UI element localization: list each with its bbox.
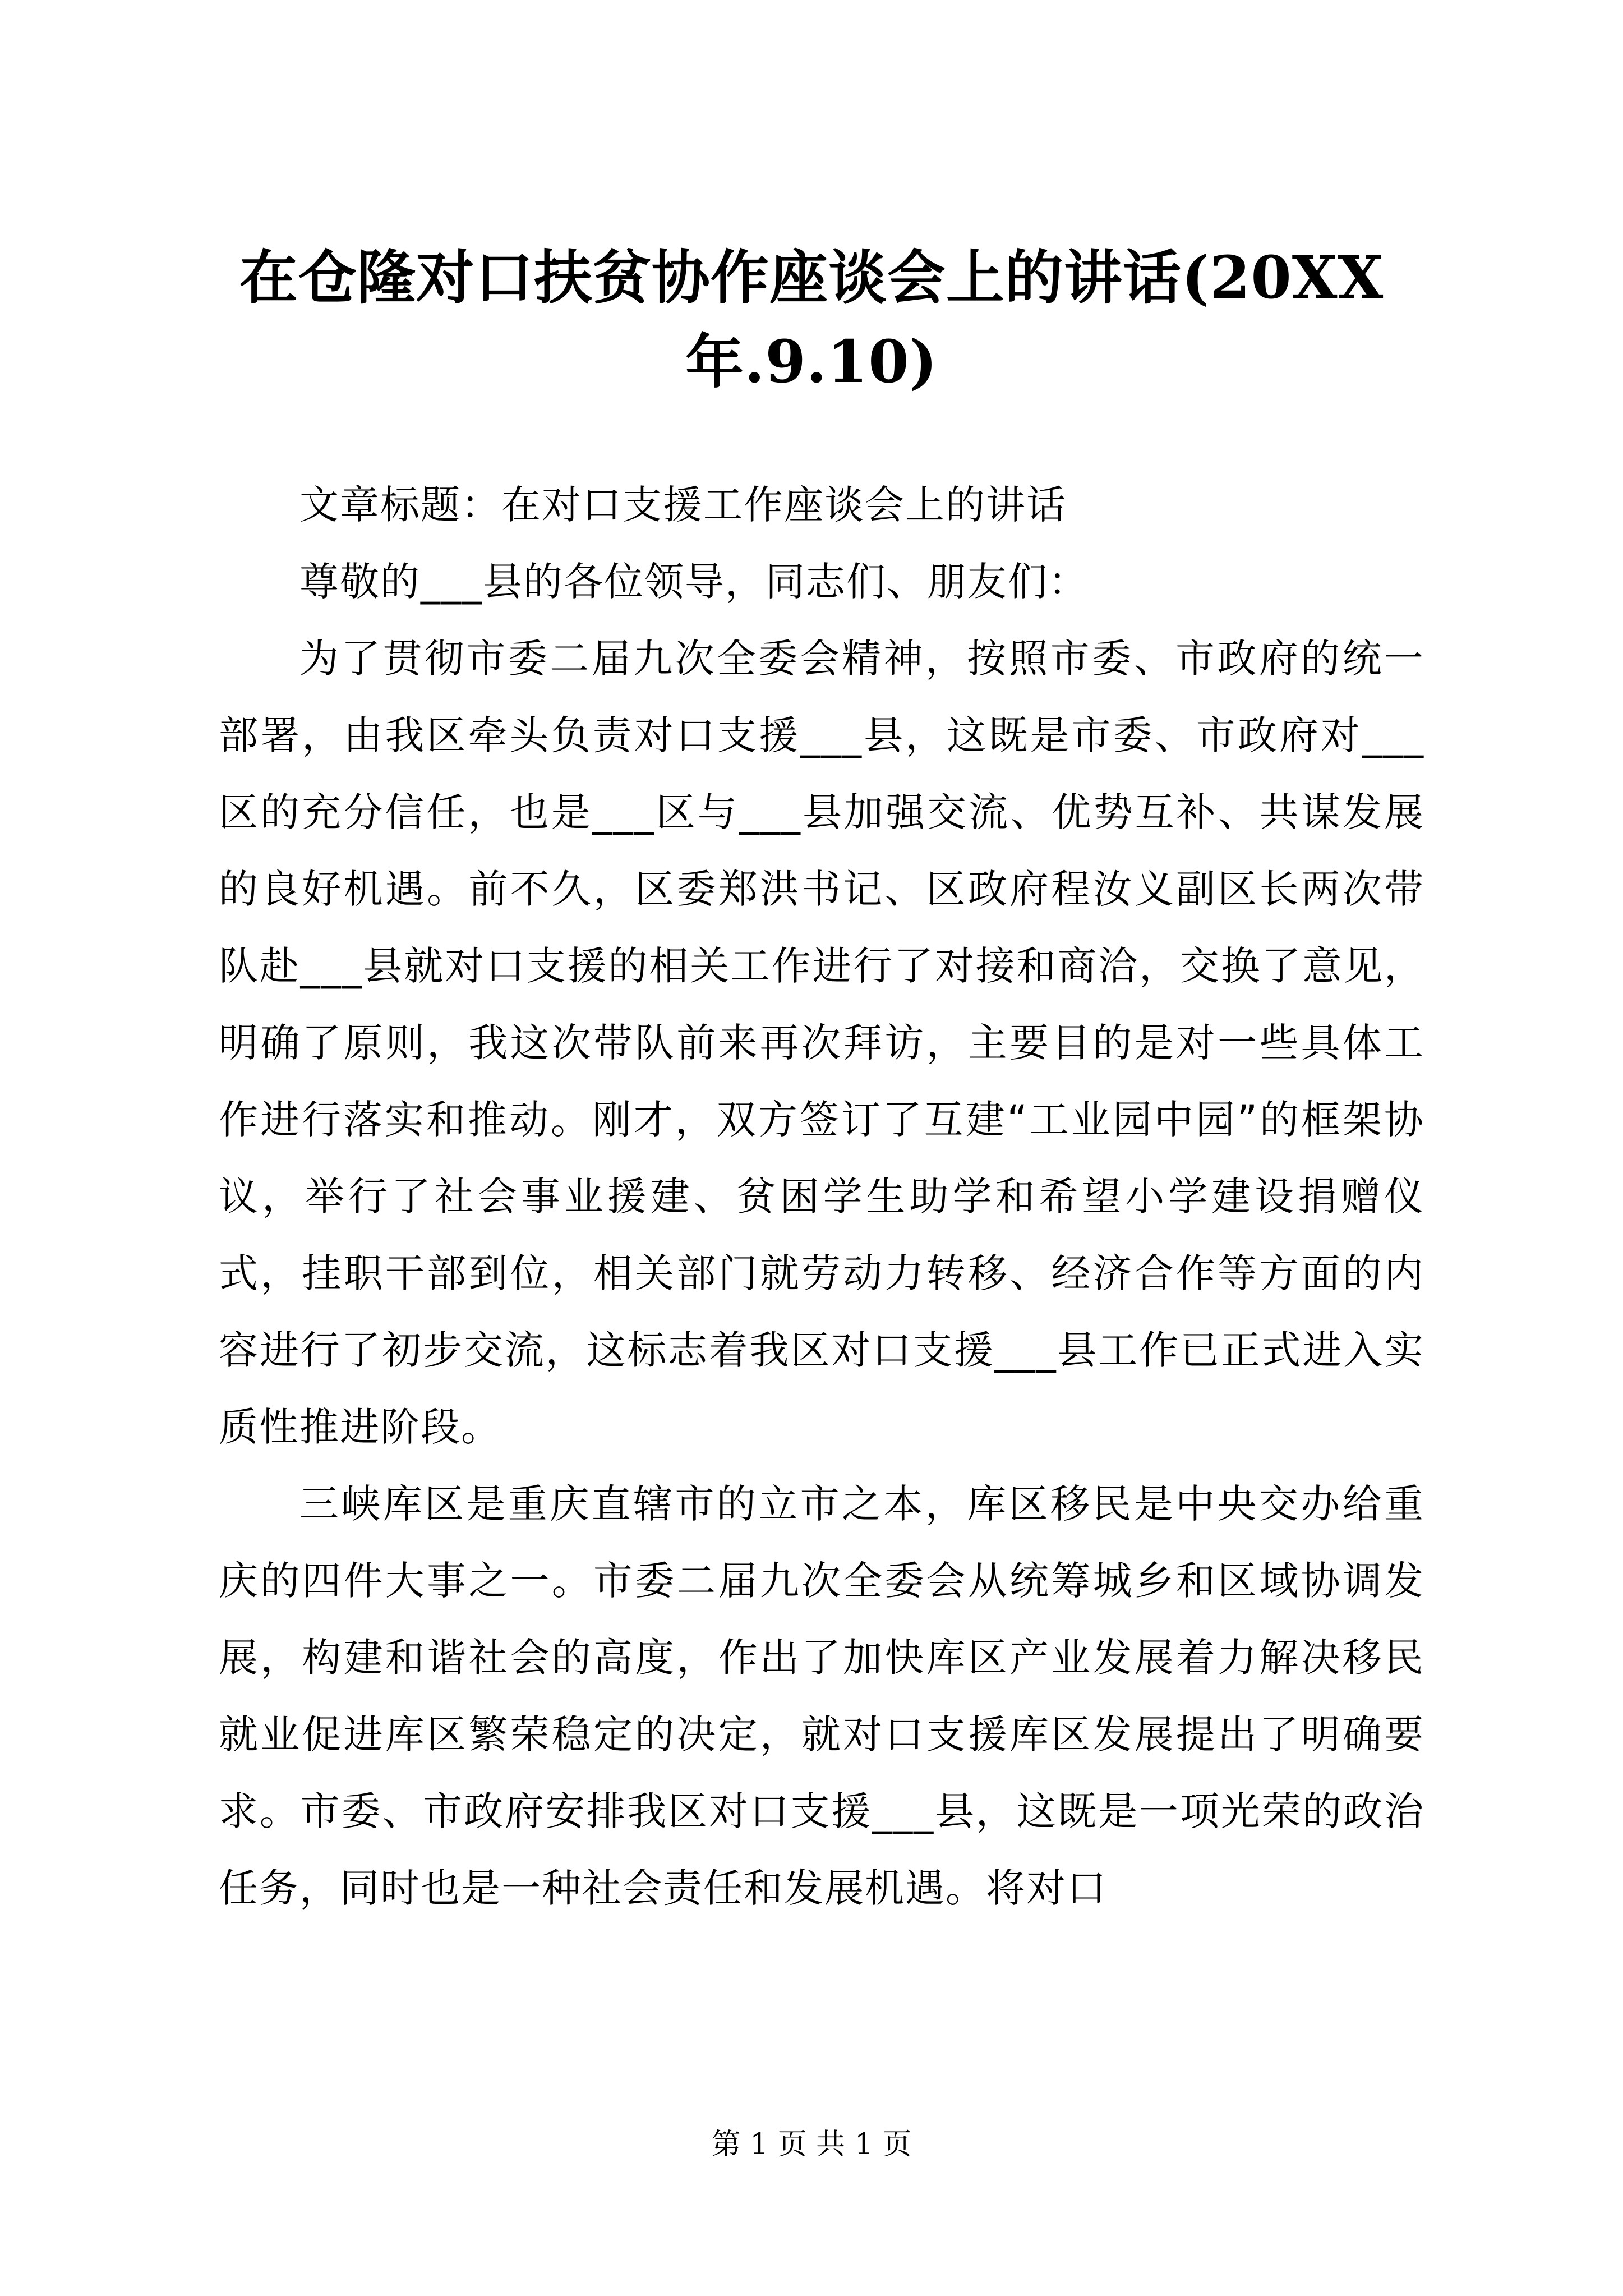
- body-paragraph: 三峡库区是重庆直辖市的立市之本，库区移民是中央交办给重庆的四件大事之一。市委二届九次全委会从统筹城乡和区域协调发展，构建和谐社会的高度，作出了加快库区产业发展着力解决移民就业促进库区繁荣稳定的决定，就对口支援库区发展提出了明确要求。市委、市政府安排我区对口支援___县，这既是一项光荣的政治任务，同时也是一种社会责任和发展机遇。将对口: [219, 1481, 1424, 1911]
- body-paragraph: 为了贯彻市委二届九次全委会精神，按照市委、市政府的统一部署，由我区牵头负责对口支援___县，这既是市委、市政府对___区的充分信任，也是___区与___县加强交流、优势互补、共谋发展的良好机遇。前不久，区委郑洪书记、区政府程汝义副区长两次带队赴___县就对口支援的相关工作进行了对接和商洽，交换了意见，明确了原则，我这次带队前来再次拜访，主要目的是对一些具体工作进行落实和推动。刚才，双方签订了互建“工业园中园”的框架协议，举行了社会事业援建、贫困学生助学和希望小学建设捐赠仪式，挂职干部到位，相关部门就劳动力转移、经济合作等方面的内容进行了初步交流，这标志着我区对口支援___县工作已正式进入实质性推进阶段。: [219, 636, 1424, 1450]
- article-title-line: 文章标题：在对口支援工作座谈会上的讲话: [299, 482, 1067, 528]
- page-number-footer: 第 1 页 共 1 页: [711, 2128, 912, 2161]
- document-title: 在仓隆对口扶贫协作座谈会上的讲话(20XX年.9.10): [239, 243, 1384, 396]
- salutation: 尊敬的___县的各位领导，同志们、朋友们：: [299, 559, 1089, 605]
- document-body: [219, 467, 1424, 1927]
